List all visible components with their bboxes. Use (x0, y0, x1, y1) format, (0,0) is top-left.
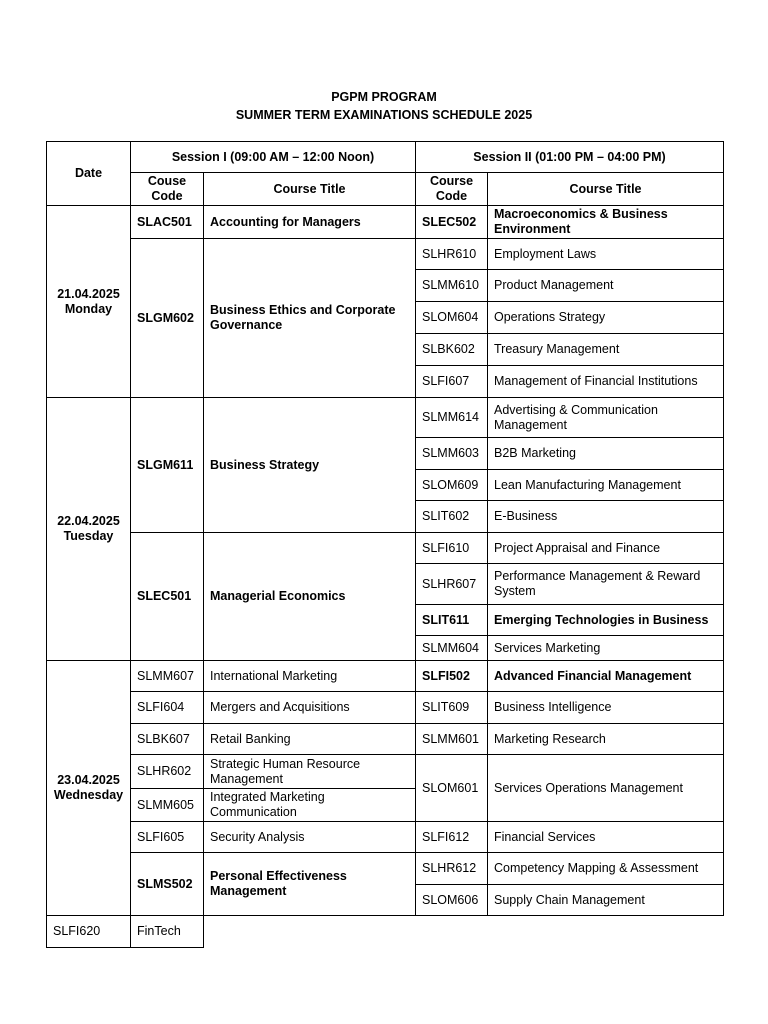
table-row (47, 239, 724, 270)
table-row (47, 916, 724, 948)
weekday-value: Monday (64, 301, 113, 316)
header-date: Date (47, 142, 131, 206)
title-line-1: PGPM PROGRAM (331, 90, 437, 104)
date-value: 23.04.2025 (57, 773, 120, 787)
s2-code: SLMM604 (416, 636, 488, 661)
table-row (47, 822, 724, 853)
header-title-2: Course Title (488, 173, 724, 206)
table-row (47, 724, 724, 755)
s2-code: SLMM601 (416, 724, 488, 755)
date-value: 22.04.2025 (57, 514, 120, 528)
s1-code: SLBK607 (131, 724, 204, 755)
s2-title: Marketing Research (488, 724, 724, 755)
s2-code: SLOM604 (416, 302, 488, 334)
s2-code: SLFI610 (416, 533, 488, 564)
s1-title: Integrated Marketing Communication (204, 789, 416, 822)
date-cell (47, 398, 131, 661)
s2-code: SLIT602 (416, 501, 488, 533)
s2-title: Employment Laws (488, 239, 724, 270)
s1-code: SLFI605 (131, 822, 204, 853)
table-row (47, 661, 724, 692)
document-title (0, 88, 768, 124)
header-row-sessions (47, 142, 724, 173)
weekday-value: Tuesday (63, 529, 114, 543)
s2-code: SLHR610 (416, 239, 488, 270)
date-value: 21.04.2025 (57, 286, 120, 301)
s1-code: SLEC501 (131, 533, 204, 661)
s2-title: Product Management (488, 270, 724, 302)
s2-code: SLEC502 (416, 206, 488, 239)
s2-code: SLHR607 (416, 564, 488, 605)
s2-code: SLFI620 (47, 916, 131, 948)
s2-title: Services Operations Management (488, 755, 724, 822)
s1-title: International Marketing (204, 661, 416, 692)
s2-title: E-Business (488, 501, 724, 533)
s1-title: Accounting for Managers (204, 206, 416, 239)
table-row (47, 692, 724, 724)
s1-title: Managerial Economics (204, 533, 416, 661)
s2-title: B2B Marketing (488, 438, 724, 470)
header-code-1: Couse Code (131, 173, 204, 206)
s2-code: SLMM614 (416, 398, 488, 438)
s1-title: Personal Effectiveness Management (204, 853, 416, 916)
s1-code: SLMS502 (131, 853, 204, 916)
table-row (47, 398, 724, 438)
table-row (47, 533, 724, 564)
s2-code: SLOM606 (416, 885, 488, 916)
table-row (47, 206, 724, 239)
s1-code: SLAC501 (131, 206, 204, 239)
weekday-value: Wednesday (53, 788, 124, 802)
s2-title: Treasury Management (488, 334, 724, 366)
s2-title: Lean Manufacturing Management (488, 470, 724, 501)
header-row-columns (47, 173, 724, 206)
s2-code: SLOM601 (416, 755, 488, 822)
s1-title: Security Analysis (204, 822, 416, 853)
s2-title: Emerging Technologies in Business (488, 605, 724, 636)
s2-title: Macroeconomics & Business Environment (488, 206, 724, 239)
date-cell (47, 206, 131, 398)
s2-code: SLIT609 (416, 692, 488, 724)
s1-title: Strategic Human Resource Management (204, 755, 416, 789)
s2-title: Services Marketing (488, 636, 724, 661)
s1-title: Business Ethics and Corporate Governance (204, 239, 416, 398)
table-row (47, 755, 724, 789)
s1-code: SLMM607 (131, 661, 204, 692)
s1-code: SLGM611 (131, 398, 204, 533)
s2-code: SLOM609 (416, 470, 488, 501)
s2-code: SLFI612 (416, 822, 488, 853)
s2-code: SLMM603 (416, 438, 488, 470)
s2-title: Project Appraisal and Finance (488, 533, 724, 564)
header-session-2: Session II (01:00 PM – 04:00 PM) (416, 142, 724, 173)
s2-title: Operations Strategy (488, 302, 724, 334)
exam-schedule-table (46, 141, 724, 948)
s2-code: SLMM610 (416, 270, 488, 302)
s1-code: SLGM602 (131, 239, 204, 398)
s2-title: Management of Financial Institutions (488, 366, 724, 398)
s1-title: Business Strategy (204, 398, 416, 533)
s2-title: Competency Mapping & Assessment (488, 853, 724, 885)
header-code-2: Course Code (416, 173, 488, 206)
s2-code: SLFI502 (416, 661, 488, 692)
s1-code: SLFI604 (131, 692, 204, 724)
header-title-1: Course Title (204, 173, 416, 206)
s2-title: Performance Management & Reward System (488, 564, 724, 605)
s2-title: FinTech (131, 916, 204, 948)
header-session-1: Session I (09:00 AM – 12:00 Noon) (131, 142, 416, 173)
s2-code: SLIT611 (416, 605, 488, 636)
s1-code: SLHR602 (131, 755, 204, 789)
s2-title: Advertising & Communication Management (488, 398, 724, 438)
date-cell (47, 661, 131, 916)
s2-title: Advanced Financial Management (488, 661, 724, 692)
s2-title: Financial Services (488, 822, 724, 853)
s2-title: Supply Chain Management (488, 885, 724, 916)
s2-title: Business Intelligence (488, 692, 724, 724)
table-row (47, 853, 724, 885)
s1-title: Retail Banking (204, 724, 416, 755)
s1-title: Mergers and Acquisitions (204, 692, 416, 724)
title-line-2: SUMMER TERM EXAMINATIONS SCHEDULE 2025 (235, 108, 533, 122)
s2-code: SLFI607 (416, 366, 488, 398)
s2-code: SLBK602 (416, 334, 488, 366)
s2-code: SLHR612 (416, 853, 488, 885)
s1-code: SLMM605 (131, 789, 204, 822)
